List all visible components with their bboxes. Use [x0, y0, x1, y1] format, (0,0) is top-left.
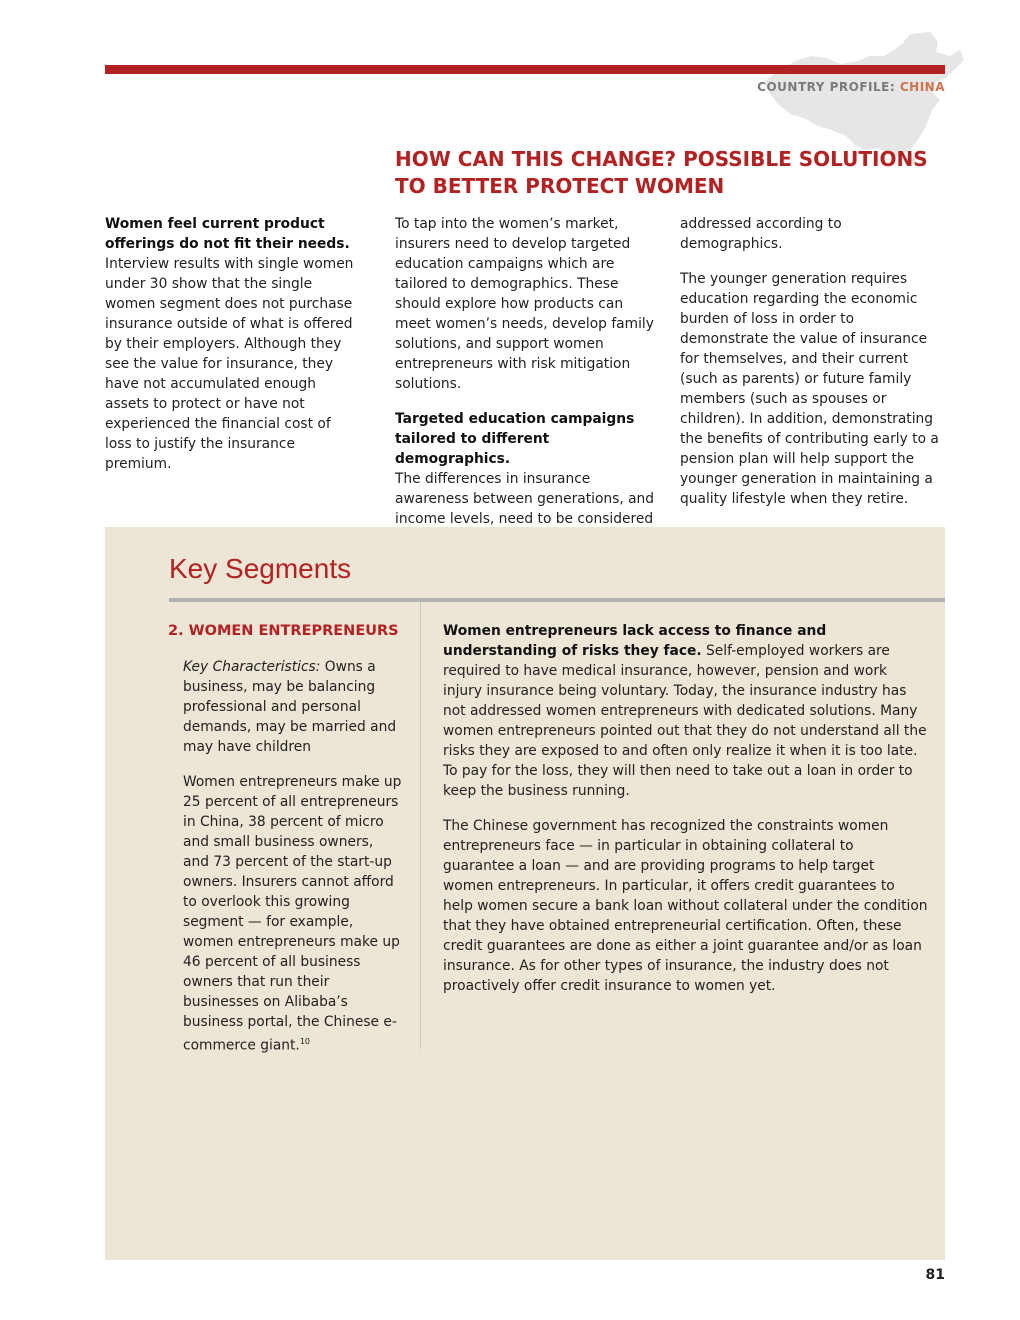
col1-lead: Women feel current product offerings do not fit their needs. [105, 216, 350, 252]
text-column-2 [395, 214, 660, 564]
column-divider [420, 602, 421, 1049]
panel-divider [169, 598, 945, 602]
col3-paragraph-1: addressed according to demographics. [680, 216, 842, 252]
segment-detail [443, 621, 928, 1011]
key-characteristics [183, 657, 403, 757]
col3-paragraph-2: The younger generation requires education regarding the economic burden of loss in order to demonstrate the value of insurance for themselves, and their current (such as parents) or future family members (such as spouses or children). In addition, demonstrating the benefits of contributing early to a pension plan will help support the younger generation in maintaining a quality lifestyle when they retire. [680, 271, 939, 507]
key-segments-title: Key Segments [169, 553, 352, 584]
text-column-3 [680, 214, 945, 524]
segment-detail-body-1: Self-employed workers are required to have medical insurance, however, pension and work injury insurance being voluntary. Today, the insurance industry has not addressed women entrepreneurs with dedicated solutions. Many women entrepreneurs pointed out that they do not understand all the risks they are exposed to and often only realize it when it is too late. To pay for the loss, they will then need to take out a loan in order to keep the business running. [443, 643, 927, 799]
segment-detail-paragraph-2: The Chinese government has recognized the constraints women entrepreneurs face — in particular in obtaining collateral to guarantee a loan — and are providing programs to help target women entrepreneurs. In particular, it offers credit guarantees to help women secure a bank loan without collateral under the condition that they have obtained entrepreneurial certification. Often, these credit guarantees are done as either a joint guarantee and/or as loan insurance. As for other types of insurance, the industry does not proactively offer credit insurance to women yet. [443, 818, 928, 994]
col2-paragraph-1: To tap into the women’s market, insurers need to develop targeted education campaigns which are tailored to demographics. These should explore how products can meet women’s needs, develop family solutions, and support women entrepreneurs with risk mitigation solutions. [395, 216, 654, 392]
profile-prefix: COUNTRY PROFILE: [757, 80, 896, 94]
col1-body: Interview results with single women under 30 show that the single women segment does not purchase insurance outside of what is offered by their employers. Although they see the value for insurance, they have not accumulated enough assets to protect or have not experienced the financial cost of loss to justify the insurance premium. [105, 256, 354, 472]
china-map-icon [760, 30, 965, 165]
text-column-1 [105, 214, 355, 489]
col1-paragraph [105, 214, 355, 474]
page-number: 81 [925, 1267, 945, 1283]
key-characteristics-text: Owns a business, may be balancing professional and personal demands, may be married and may have children [183, 659, 397, 755]
headline-line-2: TO BETTER PROTECT WOMEN [395, 174, 725, 198]
country-profile-label [757, 80, 945, 94]
profile-country: CHINA [899, 80, 945, 94]
segment-stats [183, 772, 403, 1056]
key-segments-panel [105, 527, 945, 1260]
header-rule [105, 65, 945, 74]
key-characteristics-label: Key Characteristics: [183, 659, 321, 675]
segment-title: 2. WOMEN ENTREPRENEURS [168, 623, 399, 639]
col2-body: The differences in insurance awareness between generations, and income levels, need to be considered [395, 471, 655, 527]
col2-lead: Targeted education campaigns tailored to different demographics. [395, 411, 635, 467]
segment-summary [183, 657, 403, 1071]
segment-detail-paragraph-1 [443, 621, 928, 801]
segment-detail-lead: Women entrepreneurs lack access to finance and understanding of risks they face. [443, 623, 827, 659]
footnote-marker: 10 [299, 1037, 310, 1046]
headline-line-1: HOW CAN THIS CHANGE? POSSIBLE SOLUTIONS [395, 147, 928, 171]
segment-stats-text: Women entrepreneurs make up 25 percent of all entrepreneurs in China, 38 percent of micro and small business owners, and 73 percent of the start-up owners. Insurers cannot afford to overlook this growing segment — for example, women entrepreneurs make up 46 percent of all business owners that run their businesses on Alibaba’s business portal, the Chinese e-commerce giant. [183, 774, 402, 1054]
section-headline [395, 146, 945, 200]
